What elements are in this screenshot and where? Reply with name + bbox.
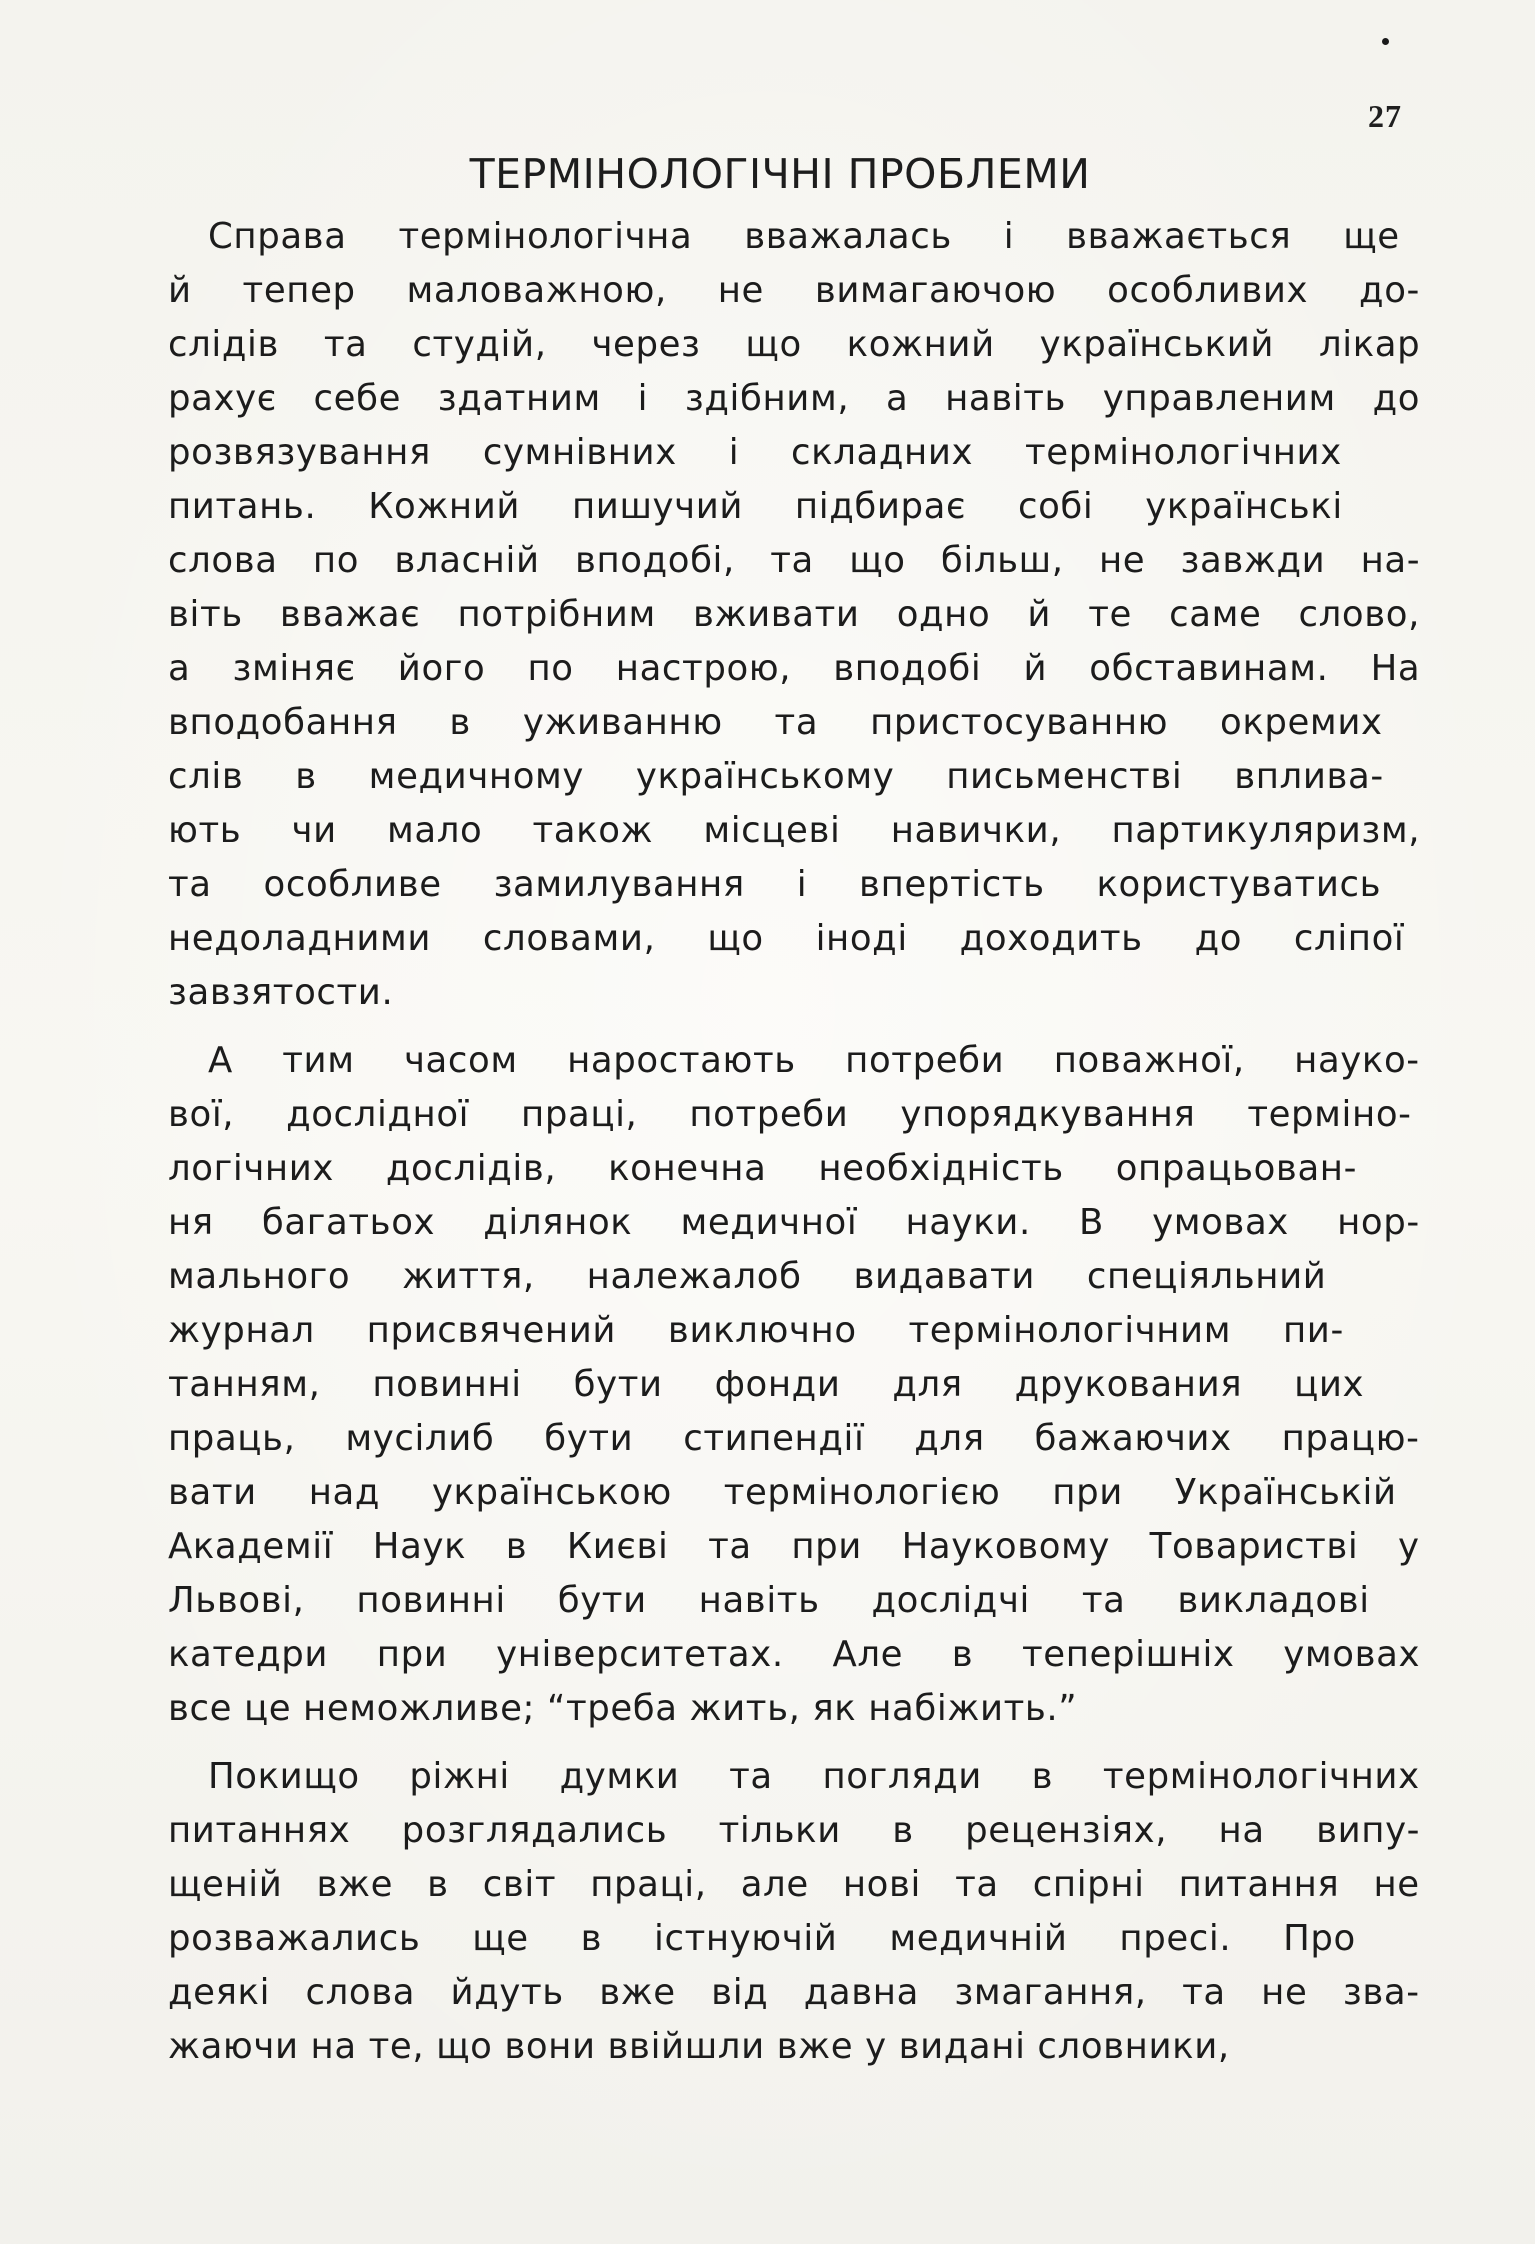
page-title: ТЕРМІНОЛОГІЧНІ ПРОБЛЕМИ (469, 150, 1091, 198)
text-line: логічних дослідів, конечна необхідність опрацьован- (168, 1148, 1358, 1189)
text-line: вподобання в уживанню та пристосуванню окремих (168, 702, 1383, 743)
text-line: Покищо ріжні думки та погляди в термінологічних (208, 1756, 1420, 1797)
text-line: А тим часом наростають потреби поважної, науко- (208, 1040, 1420, 1081)
text-line: вати над українською термінологією при Українській (168, 1472, 1397, 1513)
text-line: недоладними словами, що іноді доходить до сліпої (168, 918, 1405, 959)
text-line: танням, повинні бути фонди для друкования цих (168, 1364, 1365, 1405)
text-line: журнал присвячений виключно термінологічним пи- (168, 1310, 1344, 1351)
text-line: мального життя, належалоб видавати спеціяльний (168, 1256, 1327, 1297)
ink-speck (1382, 38, 1389, 45)
text-line: й тепер маловажною, не вимагаючою особливих до- (168, 270, 1420, 311)
text-line: слова по власній вподобі, та що більш, не завжди на- (168, 540, 1421, 581)
text-line: Львові, повинні бути навіть дослідчі та викладові (168, 1580, 1370, 1621)
text-line: катедри при університетах. Але в теперішніх умовах (168, 1634, 1421, 1675)
body-text (168, 210, 1420, 2074)
text-line: слідів та студій, через що кожний український лікар (168, 324, 1421, 365)
text-line: віть вважає потрібним вживати одно й те саме слово, (168, 594, 1420, 635)
paragraph (168, 1750, 1420, 2074)
text-line: Академії Наук в Києві та при Науковому Товаристві у (168, 1526, 1420, 1567)
text-line: а зміняє його по настрою, вподобі й обставинам. На (168, 648, 1421, 689)
page-number: 27 (1368, 98, 1402, 134)
text-line: питань. Кожний пишучий підбирає собі українські (168, 486, 1343, 527)
paragraph (168, 210, 1420, 1020)
text-line: рахує себе здатним і здібним, а навіть управленим до (168, 378, 1421, 419)
text-line: розвязування сумнівних і складних термінологічних (168, 432, 1342, 473)
text-line: питаннях розглядались тільки в рецензіях, на випу- (168, 1810, 1421, 1851)
text-line: слів в медичному українському письменстві вплива- (168, 756, 1384, 797)
text-line: щеній вже в світ праці, але нові та спірні питання не (168, 1864, 1420, 1905)
paragraph (168, 1034, 1420, 1736)
text-line: завзятости. (168, 972, 394, 1013)
text-line: та особливе замилування і впертість користуватись (168, 864, 1382, 905)
text-line: Справа термінологічна вважалась і вважається ще (208, 216, 1400, 257)
text-line: ють чи мало також місцеві навички, партикуляризм, (168, 810, 1421, 851)
text-line: жаючи на те, що вони ввійшли вже у видані словники, (168, 2026, 1230, 2067)
text-line: розважались ще в істнуючій медичній пресі. Про (168, 1918, 1356, 1959)
text-line: вої, дослідної праці, потреби упорядкування терміно- (168, 1094, 1412, 1135)
text-line: все це неможливе; “треба жить, як набіжить.” (168, 1688, 1078, 1729)
text-line: праць, мусілиб бути стипендії для бажаючих працю- (168, 1418, 1420, 1459)
text-line: ня багатьох ділянок медичної науки. В умовах нор- (168, 1202, 1420, 1243)
text-line: деякі слова йдуть вже від давна змагання, та не зва- (168, 1972, 1420, 2013)
